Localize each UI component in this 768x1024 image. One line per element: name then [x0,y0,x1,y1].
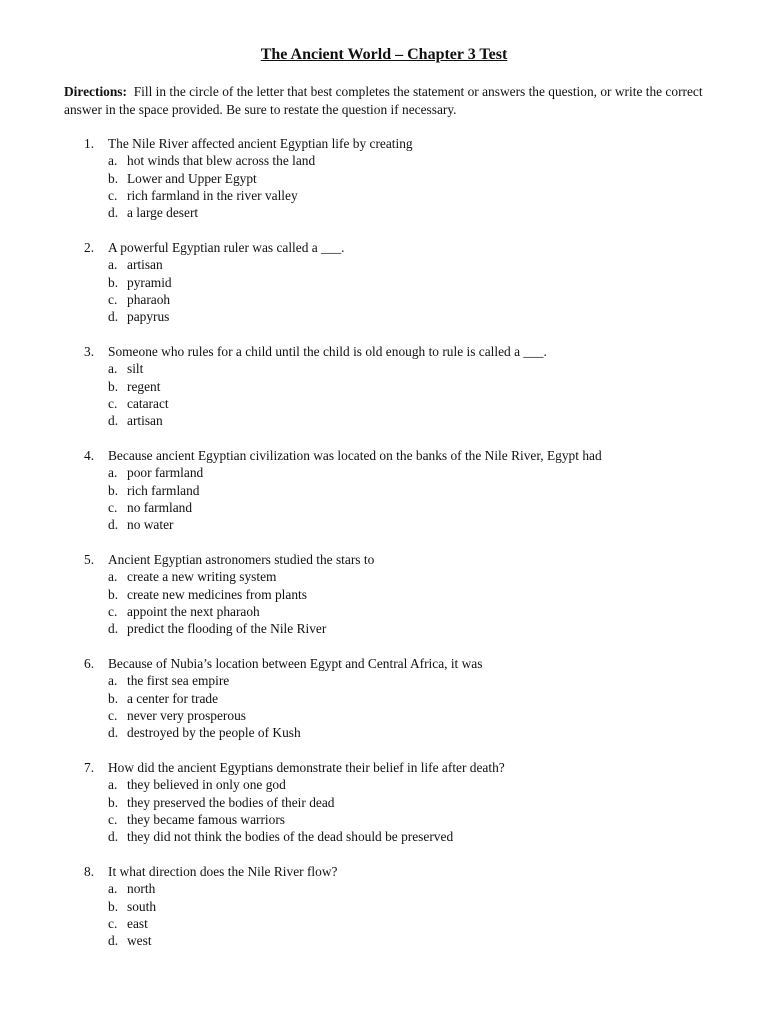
option-text: artisan [127,413,163,429]
option-letter: b. [108,170,119,186]
option-text: east [127,916,148,932]
option-letter: c. [108,708,118,724]
option-text: they did not think the bodies of the dead should be preserved [127,829,454,845]
answer-option [108,880,724,897]
question-8 [84,863,724,950]
option-letter: c. [108,500,118,516]
option-letter: b. [108,274,119,290]
option-letter: a. [108,673,118,689]
directions-text: Fill in the circle of the letter that best completes the statement or answers the question, or write the correct answer in the space provided. Be sure to restate the question if necessary. [64,84,703,117]
option-letter: a. [108,569,118,585]
question-stem [84,343,724,360]
answer-options [84,464,724,533]
option-text: the first sea empire [127,673,230,689]
option-text: west [127,933,152,949]
option-text: no farmland [127,500,193,516]
option-text: pyramid [127,274,172,290]
question-text: Ancient Egyptian astronomers studied the stars to [108,552,375,568]
option-letter: d. [108,933,119,949]
option-letter: c. [108,396,118,412]
option-text: they became famous warriors [127,812,286,828]
answer-options [84,360,724,429]
option-text: create a new writing system [127,569,277,585]
answer-option [108,620,724,637]
option-text: create new medicines from plants [127,586,307,602]
option-letter: c. [108,916,118,932]
option-text: a center for trade [127,690,219,706]
option-text: artisan [127,257,163,273]
option-text: rich farmland in the river valley [127,188,298,204]
answer-options [84,568,724,637]
directions-label: Directions: [64,84,127,99]
option-text: Lower and Upper Egypt [127,170,257,186]
option-text: a large desert [127,205,199,221]
answer-option [108,932,724,949]
question-number: 4. [84,448,95,464]
question-6 [84,655,724,742]
option-text: they preserved the bodies of their dead [127,794,335,810]
answer-option [108,499,724,516]
answer-option [108,360,724,377]
option-text: papyrus [127,309,170,325]
option-letter: a. [108,153,118,169]
option-text: never very prosperous [127,708,246,724]
option-text: poor farmland [127,465,204,481]
answer-option [108,568,724,585]
answer-option [108,690,724,707]
question-text: It what direction does the Nile River flow? [108,864,338,880]
option-text: predict the flooding of the Nile River [127,621,327,637]
option-letter: d. [108,621,119,637]
answer-options [84,672,724,741]
answer-option [108,204,724,221]
option-letter: b. [108,794,119,810]
option-letter: b. [108,898,119,914]
answer-option [108,707,724,724]
answer-options [84,256,724,325]
option-letter: c. [108,188,118,204]
answer-option [108,724,724,741]
option-letter: d. [108,413,119,429]
option-text: no water [127,517,174,533]
answer-option [108,378,724,395]
answer-option [108,776,724,793]
answer-option [108,828,724,845]
directions [64,83,724,118]
answer-option [108,256,724,273]
option-text: rich farmland [127,482,200,498]
option-letter: d. [108,517,119,533]
option-text: appoint the next pharaoh [127,604,260,620]
option-letter: a. [108,777,118,793]
question-list [84,135,724,967]
option-letter: d. [108,309,119,325]
answer-option [108,811,724,828]
option-letter: a. [108,361,118,377]
option-letter: c. [108,812,118,828]
question-stem [84,863,724,880]
answer-option [108,152,724,169]
option-text: destroyed by the people of Kush [127,725,301,741]
question-4 [84,447,724,534]
answer-option [108,586,724,603]
question-stem [84,759,724,776]
option-letter: b. [108,482,119,498]
answer-option [108,395,724,412]
answer-option [108,915,724,932]
question-number: 6. [84,656,95,672]
question-stem [84,655,724,672]
option-letter: c. [108,292,118,308]
answer-option [108,412,724,429]
question-2 [84,239,724,326]
option-letter: d. [108,829,119,845]
option-text: pharaoh [127,292,171,308]
question-number: 8. [84,864,95,880]
option-letter: a. [108,881,118,897]
question-number: 7. [84,760,95,776]
answer-option [108,170,724,187]
option-text: cataract [127,396,169,412]
option-letter: d. [108,725,119,741]
question-text: How did the ancient Egyptians demonstrate their belief in life after death? [108,760,505,776]
question-1 [84,135,724,222]
option-letter: b. [108,586,119,602]
question-text: The Nile River affected ancient Egyptian life by creating [108,136,413,151]
question-5 [84,551,724,638]
answer-options [84,152,724,221]
answer-option [108,516,724,533]
option-text: silt [127,361,144,377]
option-letter: a. [108,257,118,273]
answer-option [108,291,724,308]
answer-options [84,776,724,845]
answer-option [108,274,724,291]
answer-option [108,794,724,811]
option-text: regent [127,378,161,394]
answer-option [108,603,724,620]
answer-option [108,464,724,481]
question-number: 5. [84,552,95,568]
question-text: Because of Nubia’s location between Egypt and Central Africa, it was [108,656,483,672]
option-text: north [127,881,156,897]
answer-option [108,308,724,325]
option-text: south [127,898,157,914]
question-stem [84,239,724,256]
option-text: they believed in only one god [127,777,286,793]
question-number: 3. [84,344,95,360]
question-stem [84,135,724,152]
option-letter: c. [108,604,118,620]
question-text: Someone who rules for a child until the child is old enough to rule is called a ___. [108,344,547,360]
question-number: 1. [84,136,95,151]
answer-option [108,187,724,204]
question-7 [84,759,724,846]
option-letter: b. [108,378,119,394]
question-text: Because ancient Egyptian civilization was located on the banks of the Nile River, Egypt had [108,448,602,464]
option-letter: b. [108,690,119,706]
page-title: The Ancient World – Chapter 3 Test [260,46,508,63]
answer-options [84,880,724,949]
question-text: A powerful Egyptian ruler was called a ___. [108,240,345,256]
question-stem [84,551,724,568]
question-stem [84,447,724,464]
option-letter: a. [108,465,118,481]
option-letter: d. [108,205,119,221]
question-number: 2. [84,240,95,256]
answer-option [108,672,724,689]
question-3 [84,343,724,430]
answer-option [108,482,724,499]
option-text: hot winds that blew across the land [127,153,316,169]
answer-option [108,898,724,915]
